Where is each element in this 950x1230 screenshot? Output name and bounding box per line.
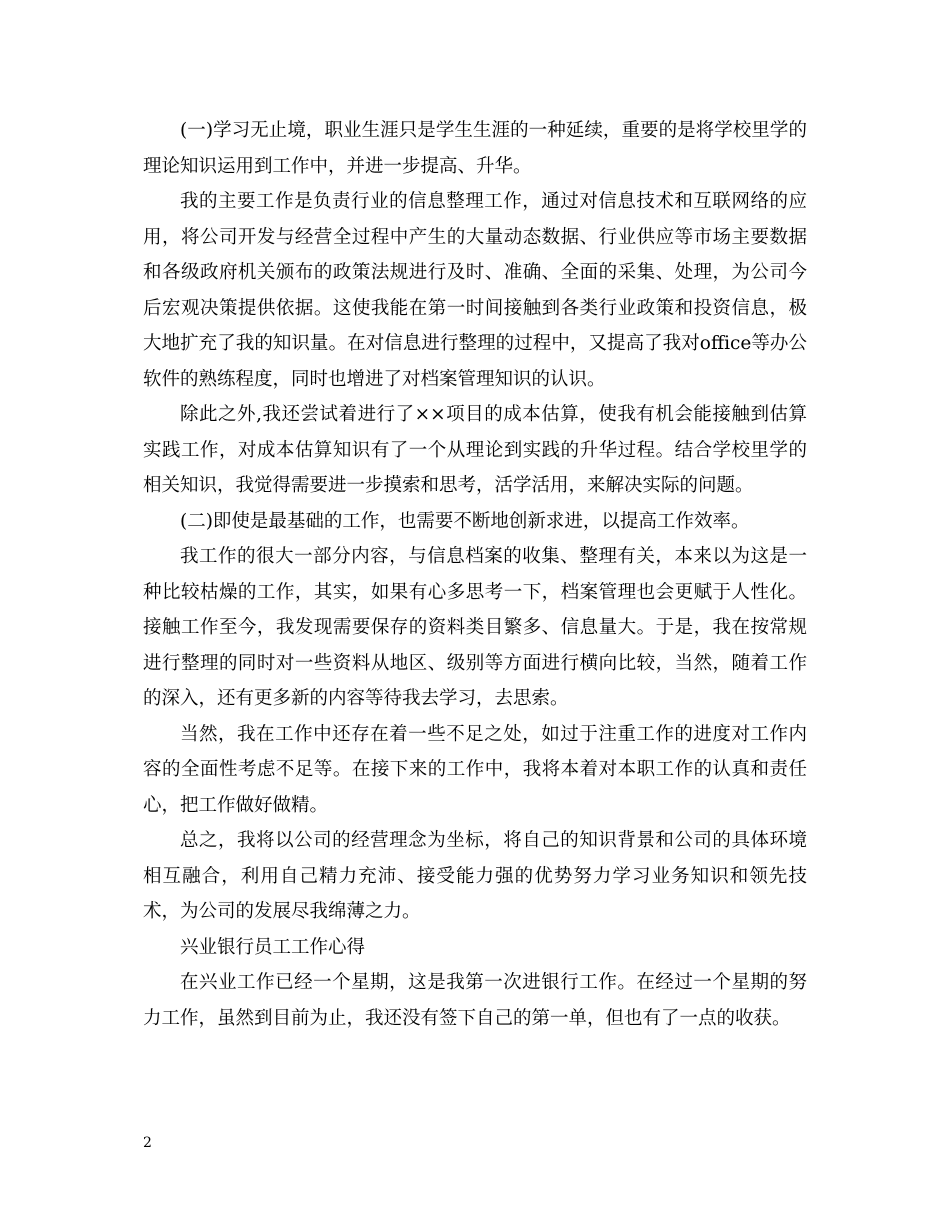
paragraph-1: (一)学习无止境，职业生涯只是学生生涯的一种延续，重要的是将学校里学的理论知识运用到工作中，并进一步提高、升华。 xyxy=(143,120,807,177)
page-number: 2 xyxy=(143,1135,152,1151)
paragraph-6: 当然，我在工作中还存在着一些不足之处，如过于注重工作的进度对工作内容的全面性考虑不足等。在接下来的工作中，我将本着对本职工作的认真和责任心，把工作做好做精。 xyxy=(143,723,807,816)
paragraph-4: (二)即使是最基础的工作，也需要不断地创新求进，以提高工作效率。 xyxy=(180,510,750,532)
section-heading: 兴业银行员工工作心得 xyxy=(180,936,366,958)
paragraph-9: 在兴业工作已经一个星期，这是我第一次进银行工作。在经过一个星期的努力工作，虽然到目前为止，我还没有签下自己的第一单，但也有了一点的收获。 xyxy=(143,972,807,1029)
paragraph-2: 我的主要工作是负责行业的信息整理工作，通过对信息技术和互联网络的应用，将公司开发与经营全过程中产生的大量动态数据、行业供应等市场主要数据和各级政府机关颁布的政策法规进行及时、准确、全面的采集、处理，为公司今后宏观决策提供依据。这使我能在第一时间接触到各类行业政策和投资信息，极大地扩充了我的知识量。在对信息进行整理的过程中，又提高了我对office等办公软件的熟练程度，同时也增进了对档案管理知识的认识。 xyxy=(143,191,807,390)
paragraph-7: 总之，我将以公司的经营理念为坐标，将自己的知识背景和公司的具体环境相互融合，利用自己精力充沛、接受能力强的优势努力学习业务知识和领先技术，为公司的发展尽我绵薄之力。 xyxy=(143,830,807,922)
paragraph-3: 除此之外,我还尝试着进行了××项目的成本估算，使我有机会能接触到估算实践工作，对成本估算知识有了一个从理论到实践的升华过程。结合学校里学的相关知识，我觉得需要进一步摸索和思考，活学活用，来解决实际的问题。 xyxy=(143,404,807,496)
paragraph-5: 我工作的很大一部分内容，与信息档案的收集、整理有关，本来以为这是一种比较枯燥的工作，其实，如果有心多思考一下，档案管理也会更赋于人性化。接触工作至今，我发现需要保存的资料类目繁多、信息量大。于是，我在按常规进行整理的同时对一些资料从地区、级别等方面进行横向比较，当然，随着工作的深入，还有更多新的内容等待我去学习，去思索。 xyxy=(143,546,807,709)
document-body xyxy=(143,113,807,1036)
